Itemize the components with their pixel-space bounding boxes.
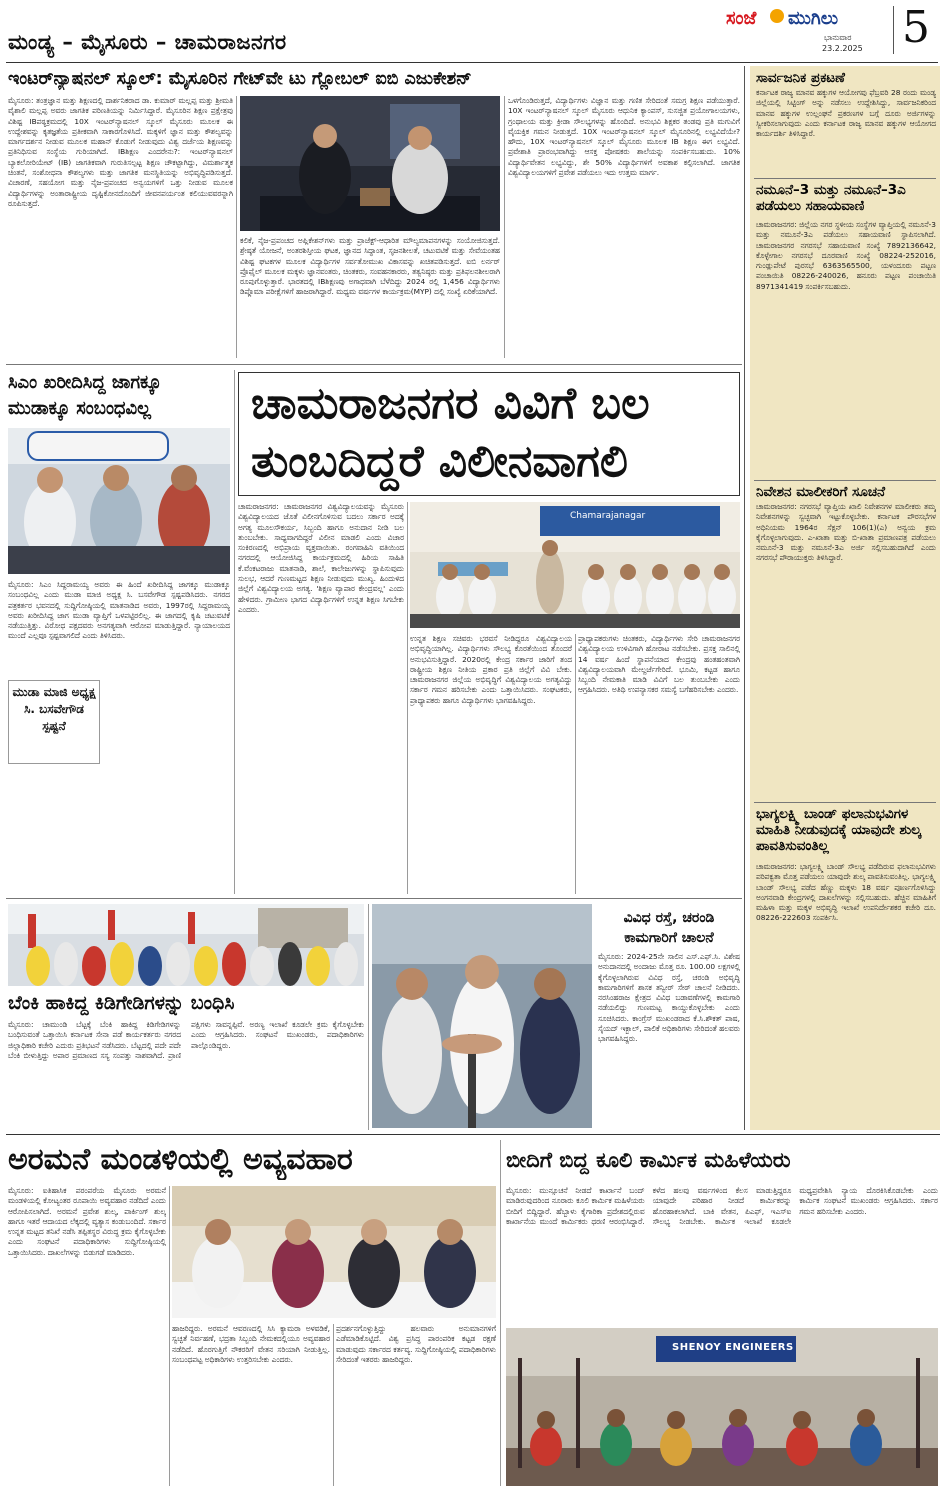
rule-s6-s7	[500, 1140, 501, 1486]
shop-sign-text: SHENOY ENGINEERS	[672, 1342, 794, 1353]
seminar-banner-text: Chamarajanagar	[570, 511, 646, 521]
sidebar	[750, 66, 940, 1130]
rule-s4-s5	[368, 904, 369, 1130]
page-number: 5	[902, 2, 930, 53]
rule-s1-a	[236, 96, 237, 358]
story3-col1: ಚಾಮರಾಜನಗರ: ಚಾಮರಾಜನಗರ ವಿಶ್ವವಿದ್ಯಾಲಯವನ್ನು ಮೈಸೂರು ವಿಶ್ವವಿದ್ಯಾಲಯದ ಜೊತೆ ವಿಲೀನಗೊಳಿಸುವ ಬದಲು ಸರ್ಕಾರ ಅದಕ್ಕೆ ಅಗತ್ಯ ಮೂಲಸೌಕರ್ಯ, ಸಿಬ್ಬಂದಿ ಹಾಗೂ ಅನುದಾನ ನೀಡಿ ಬಲ ತುಂಬಬೇಕು. ಸಾಧ್ಯವಾಗದಿದ್ದರೆ ವಿಲೀನ ಮಾಡಲಿ ಎಂದು ವಿಚಾರ ಸಂಕಿರಣದಲ್ಲಿ ಅಭಿಪ್ರಾಯ ವ್ಯಕ್ತವಾಯಿತು. ರಂಗವಾಹಿನಿ ವತಿಯಿಂದ ನಗರದಲ್ಲಿ ಆಯೋಜಿಸಿದ್ದ ಕಾರ್ಯಕ್ರಮದಲ್ಲಿ ಹಿರಿಯ ಸಾಹಿತಿ ಕೆ.ವೆಂಕಟರಾಜು ಮಾತನಾಡಿ, ಶಾಲೆ, ಕಾಲೇಜುಗಳನ್ನು ಸ್ಥಾಪಿಸುವುದು ಸುಲಭ, ಆದರೆ ಗುಣಮಟ್ಟದ ಶಿಕ್ಷಣ ನೀಡುವುದು ಮುಖ್ಯ. ಹಿಂದುಳಿದ ಜಿಲ್ಲೆಗೆ ವಿಶ್ವವಿದ್ಯಾಲಯ ಅಗತ್ಯ. 'ಶಿಕ್ಷಣ ವ್ಯಾಪಾರ ಕೇಂದ್ರವಲ್ಲ' ಎಂದು ಹೇಳಿದರು. ಗ್ರಾಮೀಣ ಭಾಗದ ವಿದ್ಯಾರ್ಥಿಗಳಿಗೆ ಉನ್ನತ ಶಿಕ್ಷಣ ಸಿಗಬೇಕು ಎಂದರು.	[238, 502, 404, 614]
day: ಭಾನುವಾರ	[824, 33, 852, 42]
header-rule	[6, 62, 938, 63]
notice3-body: ಚಾಮರಾಜನಗರ: ನಗರಸಭೆ ವ್ಯಾಪ್ತಿಯ ಖಾಲಿ ನಿವೇಶನಗಳ ಮಾಲೀಕರು ತಮ್ಮ ನಿವೇಶನಗಳನ್ನು ಸ್ವಚ್ಛವಾಗಿ ಇಟ್ಟುಕೊಳ್ಳಬೇಕು. ಕರ್ನಾಟಕ ಪೌರಸಭೆಗಳ ಅಧಿನಿಯಮ 1964ರ ಸೆಕ್ಷನ್ 106(1)(ಎ) ಅನ್ವಯ ಕ್ರಮ ಕೈಗೊಳ್ಳಲಾಗುವುದು. ಎ-ಖಾತಾ ಮತ್ತು ಬಿ-ಖಾತಾ ಪ್ರಮಾಣಪತ್ರ ಪಡೆಯಲು ನಮೂನೆ-3 ಮತ್ತು ನಮೂನೆ-3ಎ ಅರ್ಜಿ ಸಲ್ಲಿಸಬಹುದಾಗಿದೆ ಎಂದು ನಗರಸಭೆ ಪೌರಾಯುಕ್ತರು ತಿಳಿಸಿದ್ದಾರೆ.	[756, 502, 936, 563]
rule-mid-bottom	[6, 1134, 940, 1135]
story5-headline-line1: ವಿವಿಧ ರಸ್ತೆ, ಚರಂಡಿ	[623, 910, 715, 926]
story5-headline	[598, 908, 740, 948]
story7-headline: ಬೀದಿಗೆ ಬಿದ್ದ ಕೂಲಿ ಕಾರ್ಮಿಕ ಮಹಿಳೆಯರು	[506, 1148, 791, 1172]
section-title: ಮಂಡ್ಯ – ಮೈಸೂರು – ಚಾಮರಾಜನಗರ	[8, 30, 287, 54]
palace-press-photo	[172, 1186, 496, 1318]
rule-s1-b	[504, 96, 505, 358]
date: 23.2.2025	[822, 44, 863, 53]
notice4-body: ಚಾಮರಾಜನಗರ: ಭಾಗ್ಯಲಕ್ಷ್ಮಿ ಬಾಂಡ್ ಸೌಲಭ್ಯ ಪಡೆದಿರುವ ಫಲಾನುಭವಿಗಳು ಪರಿಪಕ್ವತಾ ಮೊತ್ತ ಪಡೆಯಲು ಯಾವುದೇ ಶುಲ್ಕ ಪಾವತಿಸುವಂತಿಲ್ಲ. ಭಾಗ್ಯಲಕ್ಷ್ಮಿ ಬಾಂಡ್ ಸೌಲಭ್ಯ ಪಡೆದ ಹೆಣ್ಣು ಮಕ್ಕಳು 18 ವರ್ಷ ಪೂರ್ಣಗೊಳಿಸಿದ್ದು ಅಂಗನವಾಡಿ ಕೇಂದ್ರಗಳಲ್ಲಿ ದಾಖಲೆಗಳನ್ನು ಸಲ್ಲಿಸಬಹುದು. ಹೆಚ್ಚಿನ ಮಾಹಿತಿಗೆ ಮಹಿಳಾ ಮತ್ತು ಮಕ್ಕಳ ಅಭಿವೃದ್ಧಿ ಇಲಾಖೆ ಉಪನಿರ್ದೇಶಕರ ಕಚೇರಿ ದೂ. 08226-222603 ಸಂಪರ್ಕಿಸಿ.	[756, 862, 936, 923]
story2-pullquote-box	[8, 680, 100, 764]
page-number-divider	[893, 6, 894, 54]
rule-s3-b	[575, 634, 576, 894]
notice3-rule	[754, 802, 936, 803]
story3-headline-line1: ಚಾಮರಾಜನಗರ ವಿವಿಗೆ ಬಲ	[251, 378, 650, 429]
story6-headline: ಅರಮನೆ ಮಂಡಳಿಯಲ್ಲಿ ಅವ್ಯವಹಾರ	[8, 1142, 353, 1177]
story2-pullquote: ಮುಡಾ ಮಾಜಿ ಅಧ್ಯಕ್ಷ ಸಿ. ಬಸವೇಗೌಡ ಸ್ಪಷ್ಟನೆ	[12, 685, 96, 733]
story6-col1: ಮೈಸೂರು: ಐತಿಹಾಸಿಕ ಪರಂಪರೆಯ ಮೈಸೂರು ಅರಮನೆ ಮಂಡಳಿಯಲ್ಲಿ ಕೋಟ್ಯಂತರ ರೂಪಾಯಿ ಅವ್ಯವಹಾರ ನಡೆದಿದೆ ಎಂದು ಆರೋಪಿಸಲಾಗಿದೆ. ಅರಮನೆ ಪ್ರವೇಶ ಶುಲ್ಕ, ಪಾರ್ಕಿಂಗ್ ಶುಲ್ಕ ಹಾಗೂ ಇತರೆ ಆದಾಯದ ಲೆಕ್ಕದಲ್ಲಿ ವ್ಯತ್ಯಾಸ ಕಂಡುಬಂದಿದೆ. ಸರ್ಕಾರ ಉನ್ನತ ಮಟ್ಟದ ತನಿಖೆ ನಡೆಸಿ ತಪ್ಪಿತಸ್ಥರ ವಿರುದ್ಧ ಕ್ರಮ ಕೈಗೊಳ್ಳಬೇಕು ಎಂದು ಸಂಘಟನೆ ಪದಾಧಿಕಾರಿಗಳು ಸುದ್ದಿಗೋಷ್ಠಿಯಲ್ಲಿ ಒತ್ತಾಯಿಸಿದರು. ದಾಖಲೆಗಳನ್ನು ಬಿಡುಗಡೆ ಮಾಡಿದರು.	[8, 1186, 166, 1257]
road-works-photo	[372, 904, 592, 1128]
story5-body: ಮೈಸೂರು: 2024-25ನೇ ಸಾಲಿನ ಎಸ್.ಎಫ್.ಸಿ. ವಿಶೇಷ ಅನುದಾನದಲ್ಲಿ ಅಂದಾಜು ಮೊತ್ತ ರೂ. 100.00 ಲಕ್ಷಗಳಲ್ಲಿ ಕೈಗೊಳ್ಳಲಾಗಿರುವ ವಿವಿಧ ರಸ್ತೆ, ಚರಂಡಿ ಅಭಿವೃದ್ಧಿ ಕಾಮಗಾರಿಗಳಿಗೆ ಶಾಸಕ ತನ್ವೀರ್ ಸೇಠ್ ಚಾಲನೆ ನೀಡಿದರು. ನರಸಿಂಹರಾಜ ಕ್ಷೇತ್ರದ ವಿವಿಧ ಬಡಾವಣೆಗಳಲ್ಲಿ ಕಾಮಗಾರಿ ನಡೆಯಲಿದ್ದು ಗುಣಮಟ್ಟ ಕಾಯ್ದುಕೊಳ್ಳಬೇಕು ಎಂದು ಸೂಚಿಸಿದರು. ಕಾಂಗ್ರೆಸ್ ಮುಖಂಡರಾದ ಕೆ.ಸಿ.ಶೌಕತ್ ಪಾಷ, ಸೈಯದ್ ಇಕ್ಬಾಲ್, ಪಾಲಿಕೆ ಅಧಿಕಾರಿಗಳು ಸೇರಿದಂತೆ ಹಲವರು ಭಾಗವಹಿಸಿದ್ದರು.	[598, 952, 740, 1044]
story5-headline-line2: ಕಾಮಗಾರಿಗೆ ಚಾಲನೆ	[624, 930, 714, 946]
story3-headline-line2: ತುಂಬದಿದ್ದರೆ ವಿಲೀನವಾಗಲಿ	[251, 436, 628, 487]
workers-dharna-photo	[506, 1328, 938, 1486]
header-bar	[0, 0, 945, 60]
story1-col2: ಕಲಿಕೆ, ನೈಜ-ಪ್ರಪಂಚದ ಅಪ್ಲಿಕೇಶನ್‌ಗಳು ಮತ್ತು ಪ್ರಾಜೆಕ್ಟ್-ಆಧಾರಿತ ಮೌಲ್ಯಮಾಪನಗಳನ್ನು ಸಂಯೋಜಿಸುತ್ತದೆ. ಶ್ರೇಷ್ಠತೆ ಯೋಜನೆ, ಅಂತರಶಿಸ್ತೀಯ ಘಟಕ, ಜ್ಞಾನದ ಸಿದ್ಧಾಂತ, ಸೃಜನಶೀಲತೆ, ಚಟುವಟಿಕೆ ಮತ್ತು ಸೇವೆಯಂತಹ ವಿಶಿಷ್ಟ ಘಟಕಗಳ ಮೂಲಕ ವಿದ್ಯಾರ್ಥಿಗಳ ಸರ್ವತೋಮುಖ ವಿಕಾಸವನ್ನು ಖಚಿತಪಡಿಸುತ್ತದೆ. ಐಬಿ ಲರ್ನರ್ ಪ್ರೊಫೈಲ್ ಮೂಲಕ ಮಕ್ಕಳು ಜ್ಞಾನವಂತರು, ಚಿಂತಕರು, ಸಂವಹನಕಾರರು, ತತ್ವನಿಷ್ಠರು ಮತ್ತು ಪ್ರತಿಫಲನಶೀಲರಾಗಿ ರೂಪುಗೊಳ್ಳುತ್ತಾರೆ. ಭಾರತದಲ್ಲಿ IBಶಿಕ್ಷಣವು ಅಗಾಧವಾಗಿ ಬೆಳೆದಿದ್ದು 2024 ರಲ್ಲಿ 1,456 ವಿದ್ಯಾರ್ಥಿಗಳು ಡಿಪ್ಲೊಮಾ ಪರೀಕ್ಷೆಗಳಿಗೆ ಹಾಜರಾಗಿದ್ದಾರೆ. ಮಧ್ಯಮ ವರ್ಷಗಳ ಕಾರ್ಯಕ್ರಮ(MYP) ದಲ್ಲಿ ಸಂಖ್ಯೆ ಏರಿಕೆಯಾಗಿದೆ.	[240, 236, 500, 297]
story2-headline	[8, 370, 230, 422]
press-meet-photo	[8, 428, 230, 574]
notice1-body: ಕರ್ನಾಟಕ ರಾಜ್ಯ ಮಾನವ ಹಕ್ಕುಗಳ ಆಯೋಗವು ಫೆಬ್ರವರಿ 28 ರಂದು ಮಂಡ್ಯ ಜಿಲ್ಲೆಯಲ್ಲಿ ಸಿಟ್ಟಿಂಗ್ ಅನ್ನು ನಡೆಸಲು ಉದ್ದೇಶಿಸಿದ್ದು, ಸಾರ್ವಜನಿಕರಿಂದ ಮಾನವ ಹಕ್ಕುಗಳ ಉಲ್ಲಂಘನೆ ಪ್ರಕರಣಗಳ ಬಗ್ಗೆ ದೂರು ಅರ್ಜಿಗಳನ್ನು ಸ್ವೀಕರಿಸಲಾಗುವುದು ಎಂದು ಕರ್ನಾಟಕ ರಾಜ್ಯ ಮಾನವ ಹಕ್ಕುಗಳ ಆಯೋಗದ ಕಾರ್ಯದರ್ಶಿ ತಿಳಿಸಿದ್ದಾರೆ.	[756, 88, 936, 139]
notice2-body: ಚಾಮರಾಜನಗರ: ಜಿಲ್ಲೆಯ ನಗರ ಸ್ಥಳೀಯ ಸಂಸ್ಥೆಗಳ ವ್ಯಾಪ್ತಿಯಲ್ಲಿ ನಮೂನೆ-3 ಮತ್ತು ನಮೂನೆ-3ಎ ಪಡೆಯಲು ಸಹಾಯವಾಣಿ ಸ್ಥಾಪಿಸಲಾಗಿದೆ. ಚಾಮರಾಜನಗರ ನಗರಸಭೆ ಸಹಾಯವಾಣಿ ಸಂಖ್ಯೆ 7892136642, ಕೊಳ್ಳೇಗಾಲ ನಗರಸಭೆ ದೂರವಾಣಿ ಸಂಖ್ಯೆ 08224-252016, ಗುಂಡ್ಲುಪೇಟೆ ಪುರಸಭೆ 6363565500, ಯಳಂದೂರು ಪಟ್ಟಣ ಪಂಚಾಯಿತಿ 08226-240026, ಹನೂರು ಪಟ್ಟಣ ಪಂಚಾಯಿತಿ 8971341419 ಸಂಪರ್ಕಿಸಬಹುದು.	[756, 220, 936, 291]
logo-mugilu: ಮುಗಿಲು	[788, 8, 839, 29]
story4-headline: ಬೆಂಕಿ ಹಾಕಿದ್ದ ಕಿಡಿಗೇಡಿಗಳನ್ನು ಬಂಧಿಸಿ	[8, 992, 235, 1014]
logo-sanje: ಸಂಜೆ	[726, 8, 757, 29]
rule-s1-bottom	[6, 364, 742, 365]
story7-body: ಮೈಸೂರು: ಮುನ್ಸೂಚನೆ ನೀಡದೆ ಕಾರ್ಖಾನೆ ಬಂದ್ ಮಾಡಿರುವುದರಿಂದ ನೂರಾರು ಕೂಲಿ ಕಾರ್ಮಿಕ ಮಹಿಳೆಯರು ಬೀದಿಗೆ ಬಿದ್ದಿದ್ದಾರೆ. ಹೆಬ್ಬಾಳು ಕೈಗಾರಿಕಾ ಪ್ರದೇಶದಲ್ಲಿರುವ ಕಾರ್ಖಾನೆಯ ಮುಂದೆ ಕಾರ್ಮಿಕರು ಧರಣಿ ಆರಂಭಿಸಿದ್ದಾರೆ. ಕಳೆದ ಹಲವು ವರ್ಷಗಳಿಂದ ಕೆಲಸ ಮಾಡುತ್ತಿದ್ದರೂ ಯಾವುದೇ ಪರಿಹಾರ ನೀಡದೆ ಕಾರ್ಮಿಕರನ್ನು ಹೊರಹಾಕಲಾಗಿದೆ. ಬಾಕಿ ವೇತನ, ಪಿಎಫ್, ಇಎಸ್‌ಐ ಸೌಲಭ್ಯ ನೀಡಬೇಕು. ಕಾರ್ಮಿಕ ಇಲಾಖೆ ಕೂಡಲೇ ಮಧ್ಯಪ್ರವೇಶಿಸಿ ನ್ಯಾಯ ದೊರಕಿಸಿಕೊಡಬೇಕು ಎಂದು ಕಾರ್ಮಿಕ ಸಂಘಟನೆ ಮುಖಂಡರು ಆಗ್ರಹಿಸಿದರು. ಸರ್ಕಾರ ಗಮನ ಹರಿಸಬೇಕು ಎಂದರು.	[506, 1186, 938, 1226]
notice3-title: ನಿವೇಶನ ಮಾಲೀಕರಿಗೆ ಸೂಚನೆ	[756, 484, 886, 500]
story2-headline-line1: ಸಿಎಂ ಖರೀದಿಸಿದ್ದ ಜಾಗಕ್ಕೂ	[8, 372, 162, 393]
rule-s6-b	[333, 1324, 334, 1486]
story3-col2: ಉನ್ನತ ಶಿಕ್ಷಣ ಸಚಿವರು ಭರವಸೆ ನೀಡಿದ್ದರೂ ವಿಶ್ವವಿದ್ಯಾಲಯ ಅಭಿವೃದ್ಧಿಯಾಗಿಲ್ಲ. ವಿದ್ಯಾರ್ಥಿಗಳು ಸೌಲಭ್ಯ ಕೊರತೆಯಿಂದ ತೊಂದರೆ ಅನುಭವಿಸುತ್ತಿದ್ದಾರೆ. 2020ರಲ್ಲಿ ಕೇಂದ್ರ ಸರ್ಕಾರ ಜಾರಿಗೆ ತಂದ ರಾಷ್ಟ್ರೀಯ ಶಿಕ್ಷಣ ನೀತಿಯ ಪ್ರಕಾರ ಪ್ರತಿ ಜಿಲ್ಲೆಗೆ ವಿವಿ ಬೇಕು. ಚಾಮರಾಜನಗರ ಜಿಲ್ಲೆಯ ಅಭಿವೃದ್ಧಿಗೆ ವಿಶ್ವವಿದ್ಯಾಲಯ ಅಗತ್ಯವಿದ್ದು ಸರ್ಕಾರ ಗಮನ ಹರಿಸಬೇಕು ಎಂದು ಒತ್ತಾಯಿಸಿದರು. ಸಂಘಟಕರು, ಪ್ರಾಧ್ಯಾಪಕರು ಹಾಗೂ ವಿದ್ಯಾರ್ಥಿಗಳು ಭಾಗವಹಿಸಿದ್ದರು.	[410, 634, 572, 705]
notice2-title: ನಮೂನೆ–3 ಮತ್ತು ನಮೂನೆ–3ಎ ಪಡೆಯಲು ಸಹಾಯವಾಣಿ	[756, 182, 906, 214]
story2-headline-line2: ಮುಡಾಕ್ಕೂ ಸಂಬಂಧವಿಲ್ಲ	[8, 398, 151, 419]
story1-col3: ಒಳಗೊಂಡಿರುತ್ತದೆ, ವಿದ್ಯಾರ್ಥಿಗಳು ವಿಜ್ಞಾನ ಮತ್ತು ಗಣಿತ ಸೇರಿದಂತೆ ಸಮಗ್ರ ಶಿಕ್ಷಣ ಪಡೆಯುತ್ತಾರೆ. 10X ಇಂಟರ್‌ನ್ಯಾಷನಲ್ ಸ್ಕೂಲ್ ಮೈಸೂರು ಆಧುನಿಕ ಕ್ಯಾಂಪಸ್, ಸುಸಜ್ಜಿತ ಪ್ರಯೋಗಾಲಯಗಳು, ಗ್ರಂಥಾಲಯ ಮತ್ತು ಕ್ರೀಡಾ ಸೌಲಭ್ಯಗಳನ್ನು ಹೊಂದಿದೆ. ಅನುಭವಿ ಶಿಕ್ಷಕರ ತಂಡವು ಪ್ರತಿ ಮಗುವಿಗೆ ವೈಯಕ್ತಿಕ ಗಮನ ನೀಡುತ್ತದೆ. 10X ಇಂಟರ್‌ನ್ಯಾಷನಲ್ ಸ್ಕೂಲ್ ಮೈಸೂರಿನಲ್ಲಿ ಲಭ್ಯವಿದೆಯೇ? ಹೌದು, 10X ಇಂಟರ್‌ನ್ಯಾಷನಲ್ ಸ್ಕೂಲ್ ಮೈಸೂರು ಮೂಲಕ IB ಶಿಕ್ಷಣ ಈಗ ಲಭ್ಯವಿದೆ. ಪ್ರವೇಶಾತಿ ಪ್ರಾರಂಭವಾಗಿದ್ದು ಆಸಕ್ತ ಪೋಷಕರು ಶಾಲೆಯನ್ನು ಸಂಪರ್ಕಿಸಬಹುದು. 10% ವಿದ್ಯಾರ್ಥಿವೇತನ ಲಭ್ಯವಿದ್ದು, ಶೇ 50% ವಿದ್ಯಾರ್ಥಿಗಳಿಗೆ ಅವಕಾಶ ಕಲ್ಪಿಸಲಾಗಿದೆ. ಜಾಗತಿಕ ವಿಶ್ವವಿದ್ಯಾಲಯಗಳಿಗೆ ಪ್ರವೇಶ ಪಡೆಯಲು ಇದು ಉತ್ತಮ ಮಾರ್ಗ.	[508, 96, 740, 178]
sidebar-rule	[744, 66, 745, 1130]
notice4-title: ಭಾಗ್ಯಲಕ್ಷ್ಮಿ ಬಾಂಡ್ ಫಲಾನುಭವಿಗಳ ಮಾಹಿತಿ ನೀಡುವುದಕ್ಕೆ ಯಾವುದೇ ಶುಲ್ಕ ಪಾವತಿಸುವಂತಿಲ್ಲ	[756, 806, 922, 854]
seminar-photo	[410, 502, 740, 628]
rule-s3-bottom	[6, 898, 742, 899]
logo	[726, 6, 886, 34]
story3-col3: ಪ್ರಾಧ್ಯಾಪಕರುಗಳು ಚಿಂತಕರು, ವಿದ್ಯಾರ್ಥಿಗಳು ಸೇರಿ ಚಾಮರಾಜನಗರ ವಿಶ್ವವಿದ್ಯಾಲಯ ಉಳಿವಿಗಾಗಿ ಹೋರಾಟ ನಡೆಸಬೇಕು. ಪ್ರಸಕ್ತ ಸಾಲಿನಲ್ಲಿ 14 ವರ್ಷ ಹಿಂದೆ ಸ್ಥಾಪನೆಯಾದ ಕೇಂದ್ರವು ಹಂತಹಂತವಾಗಿ ವಿಶ್ವವಿದ್ಯಾಲಯವಾಗಿ ಮೇಲ್ದರ್ಜೆಗೇರಿದೆ. ಭೂಮಿ, ಕಟ್ಟಡ ಹಾಗೂ ಸಿಬ್ಬಂದಿ ನೇಮಕಾತಿ ಮಾಡಿ ವಿವಿಗೆ ಬಲ ತುಂಬಬೇಕು ಎಂದು ಆಗ್ರಹಿಸಿದರು. ಅತಿಥಿ ಉಪನ್ಯಾಸಕರ ಸಮಸ್ಯೆ ಬಗೆಹರಿಸಬೇಕು ಎಂದರು.	[578, 634, 740, 695]
notice2-rule	[754, 480, 936, 481]
rule-s2-s3	[234, 370, 235, 894]
story6-col2: ಹಾಜರಿದ್ದರು. ಅರಮನೆ ಆವರಣದಲ್ಲಿ ಸಿಸಿ ಕ್ಯಾಮರಾ ಅಳವಡಿಕೆ, ಸ್ವಚ್ಛತೆ ನಿರ್ವಹಣೆ, ಭದ್ರತಾ ಸಿಬ್ಬಂದಿ ನೇಮಕದಲ್ಲಿಯೂ ಅವ್ಯವಹಾರ ನಡೆದಿದೆ. ಹೊರಗುತ್ತಿಗೆ ನೌಕರರಿಗೆ ವೇತನ ಸರಿಯಾಗಿ ನೀಡುತ್ತಿಲ್ಲ. ಸಂಬಂಧಪಟ್ಟ ಅಧಿಕಾರಿಗಳು ಉತ್ತರಿಸಬೇಕು ಎಂದರು.	[172, 1324, 330, 1364]
story4-body: ಮೈಸೂರು: ಚಾಮುಂಡಿ ಬೆಟ್ಟಕ್ಕೆ ಬೆಂಕಿ ಹಾಕಿದ್ದ ಕಿಡಿಗೇಡಿಗಳನ್ನು ಬಂಧಿಸುವಂತೆ ಒತ್ತಾಯಿಸಿ ಕರ್ನಾಟಕ ಸೇನಾ ಪಡೆ ಕಾರ್ಯಕರ್ತರು ನಗರದ ಜಿಲ್ಲಾಧಿಕಾರಿ ಕಚೇರಿ ಎದುರು ಪ್ರತಿಭಟನೆ ನಡೆಸಿದರು. ಬೆಟ್ಟದಲ್ಲಿ ಪದೇ ಪದೇ ಬೆಂಕಿ ಬೀಳುತ್ತಿದ್ದು ಅಪಾರ ಪ್ರಮಾಣದ ಸಸ್ಯ ಸಂಪತ್ತು ನಾಶವಾಗಿದೆ. ಪ್ರಾಣಿ ಪಕ್ಷಿಗಳು ಸಾವನ್ನಪ್ಪಿವೆ. ಅರಣ್ಯ ಇಲಾಖೆ ಕೂಡಲೇ ಕ್ರಮ ಕೈಗೊಳ್ಳಬೇಕು ಎಂದು ಆಗ್ರಹಿಸಿದರು. ಸಂಘಟನೆ ಮುಖಂಡರು, ಪದಾಧಿಕಾರಿಗಳು ಪಾಲ್ಗೊಂಡಿದ್ದರು.	[8, 1020, 364, 1060]
story1-col1: ಮೈಸೂರು: ತಂತ್ರಜ್ಞಾನ ಮತ್ತು ಶಿಕ್ಷಣದಲ್ಲಿ ದಾರ್ಶನಿಕರಾದ ಡಾ. ಕುಮಾರ್ ಮಲ್ಲಪ್ಪ ಮತ್ತು ಶ್ರೀಮತಿ ವೈಶಾಲಿ ಮಲ್ಲಪ್ಪ ಅವರು ಜಾಗತಿಕ ಪರಿಣತಿಯನ್ನು ನಿರ್ಮಿಸಿದ್ದಾರೆ. ಮೈಸೂರಿನ ಶಿಕ್ಷಣ ಪ್ರಕ್ಷೇತ್ರವು ವಿಶಿಷ್ಟ IBಪಠ್ಯಕ್ರಮದಲ್ಲಿ 10X ಇಂಟರ್‌ನ್ಯಾಷನಲ್ ಸ್ಕೂಲ್ ಮೈಸೂರು ಮೂಲಕ ಈ ಉದ್ದೇಶವನ್ನು ಕೃತಜ್ಞತೆಯ ಪ್ರತೀಕವಾಗಿ ಸಾಕಾರಗೊಳಿಸಿದೆ. ಮಕ್ಕಳಿಗೆ ಜ್ಞಾನ ಮತ್ತು ಕೌಶಲ್ಯವನ್ನು ಮಾರ್ಗದರ್ಶನ ನೀಡುವ ಮೂಲಕ ಮಹಾನ್ ಕೊಡುಗೆ ನೀಡುವುದು ವಿಶ್ವ ದರ್ಜೆಯ ಶಿಕ್ಷಣವನ್ನು ಪ್ರತಿನಿಧಿಸುವ ಸಂಸ್ಥೆಯ ಗುರಿಯಾಗಿದೆ. IBಶಿಕ್ಷಣ ಎಂದರೇನು?: ಇಂಟರ್‌ನ್ಯಾಷನಲ್ ಬ್ಯಾಕಲೋರಿಯೇಟ್ (IB) ಜಾಗತಿಕವಾಗಿ ಗುರುತಿಸಲ್ಪಟ್ಟ ಶಿಕ್ಷಣ ಚೌಕಟ್ಟಾಗಿದ್ದು, ವಿಮರ್ಶಾತ್ಮಕ ಚಿಂತನೆ, ಸಂಶೋಧನಾ ಕೌಶಲ್ಯಗಳು ಮತ್ತು ಜಾಗತಿಕ ಮನಸ್ಥಿತಿಯನ್ನು ಅಭಿವೃದ್ಧಿಪಡಿಸುತ್ತದೆ. ವಿಚಾರಣೆ, ಸಹಯೋಗ ಮತ್ತು ನೈಜ-ಪ್ರಪಂಚದ ಅನ್ವಯಗಳಿಗೆ ಒತ್ತು ನೀಡುವ ಮೂಲಕ ವಿದ್ಯಾರ್ಥಿಗಳನ್ನು ಅಂತಾರಾಷ್ಟ್ರೀಯ ದೃಷ್ಟಿಕೋನದೊಂದಿಗೆ ಜೀವನಪರ್ಯಂತ ಕಲಿಯುವವರನ್ನಾಗಿ ರೂಪಿಸುತ್ತದೆ.	[8, 96, 233, 208]
story6-col3: ಪ್ರದರ್ಶನಗೊಳ್ಳುತ್ತಿದ್ದು ಹಲವಾರು ಅನುಮಾನಗಳಿಗೆ ಎಡೆಮಾಡಿಕೊಟ್ಟಿದೆ. ವಿಶ್ವ ಪ್ರಸಿದ್ಧ ಪಾರಂಪರಿಕ ಕಟ್ಟಡ ರಕ್ಷಣೆ ಮಾಡುವುದು ಸರ್ಕಾರದ ಕರ್ತವ್ಯ. ಸುದ್ದಿಗೋಷ್ಠಿಯಲ್ಲಿ ಪದಾಧಿಕಾರಿಗಳು ಸೇರಿದಂತೆ ಇತರರು ಹಾಜರಿದ್ದರು.	[336, 1324, 496, 1364]
notice1-title: ಸಾರ್ವಜನಿಕ ಪ್ರಕಟಣೆ	[756, 70, 845, 86]
story3-headline-box	[238, 372, 740, 496]
rule-s6-a	[169, 1186, 170, 1486]
ib-school-photo	[240, 96, 500, 231]
rule-s3-a	[407, 502, 408, 894]
notice1-rule	[754, 178, 936, 179]
logo-crescent-icon	[770, 9, 784, 23]
story1-headline: ಇಂಟರ್‌ನ್ಯಾಷನಲ್ ಸ್ಕೂಲ್: ಮೈಸೂರಿನ ಗೇಟ್‌ವೇ ಟು ಗ್ಲೋಬಲ್ ಐಬಿ ಎಜುಕೇಶನ್	[8, 69, 472, 89]
story2-body: ಮೈಸೂರು: ಸಿಎಂ ಸಿದ್ದರಾಮಯ್ಯ ಅವರು ಈ ಹಿಂದೆ ಖರೀದಿಸಿದ್ದ ಜಾಗಕ್ಕೂ ಮುಡಾಕ್ಕೂ ಸಂಬಂಧವಿಲ್ಲ ಎಂದು ಮುಡಾ ಮಾಜಿ ಅಧ್ಯಕ್ಷ ಸಿ. ಬಸವೇಗೌಡ ಸ್ಪಷ್ಟಪಡಿಸಿದರು. ನಗರದ ಪತ್ರಕರ್ತರ ಭವನದಲ್ಲಿ ಸುದ್ದಿಗೋಷ್ಠಿಯಲ್ಲಿ ಮಾತನಾಡಿದ ಅವರು, 1997ರಲ್ಲಿ ಸಿದ್ದರಾಮಯ್ಯ ಅವರು ಖರೀದಿಸಿದ್ದ ಜಾಗ ಮುಡಾ ವ್ಯಾಪ್ತಿಗೆ ಒಳಪಟ್ಟಿರಲಿಲ್ಲ. ಈ ಜಾಗದಲ್ಲಿ ಕೃಷಿ ಚಟುವಟಿಕೆ ನಡೆಯುತ್ತಿತ್ತು. ವಿರೋಧ ಪಕ್ಷದವರು ಅನಗತ್ಯವಾಗಿ ಆರೋಪ ಮಾಡುತ್ತಿದ್ದಾರೆ. ನ್ಯಾಯಾಲಯದ ಮುಂದೆ ಎಲ್ಲವೂ ಸ್ಪಷ್ಟವಾಗಲಿದೆ ಎಂದು ತಿಳಿಸಿದರು.	[8, 580, 230, 641]
protest-photo	[8, 904, 364, 986]
